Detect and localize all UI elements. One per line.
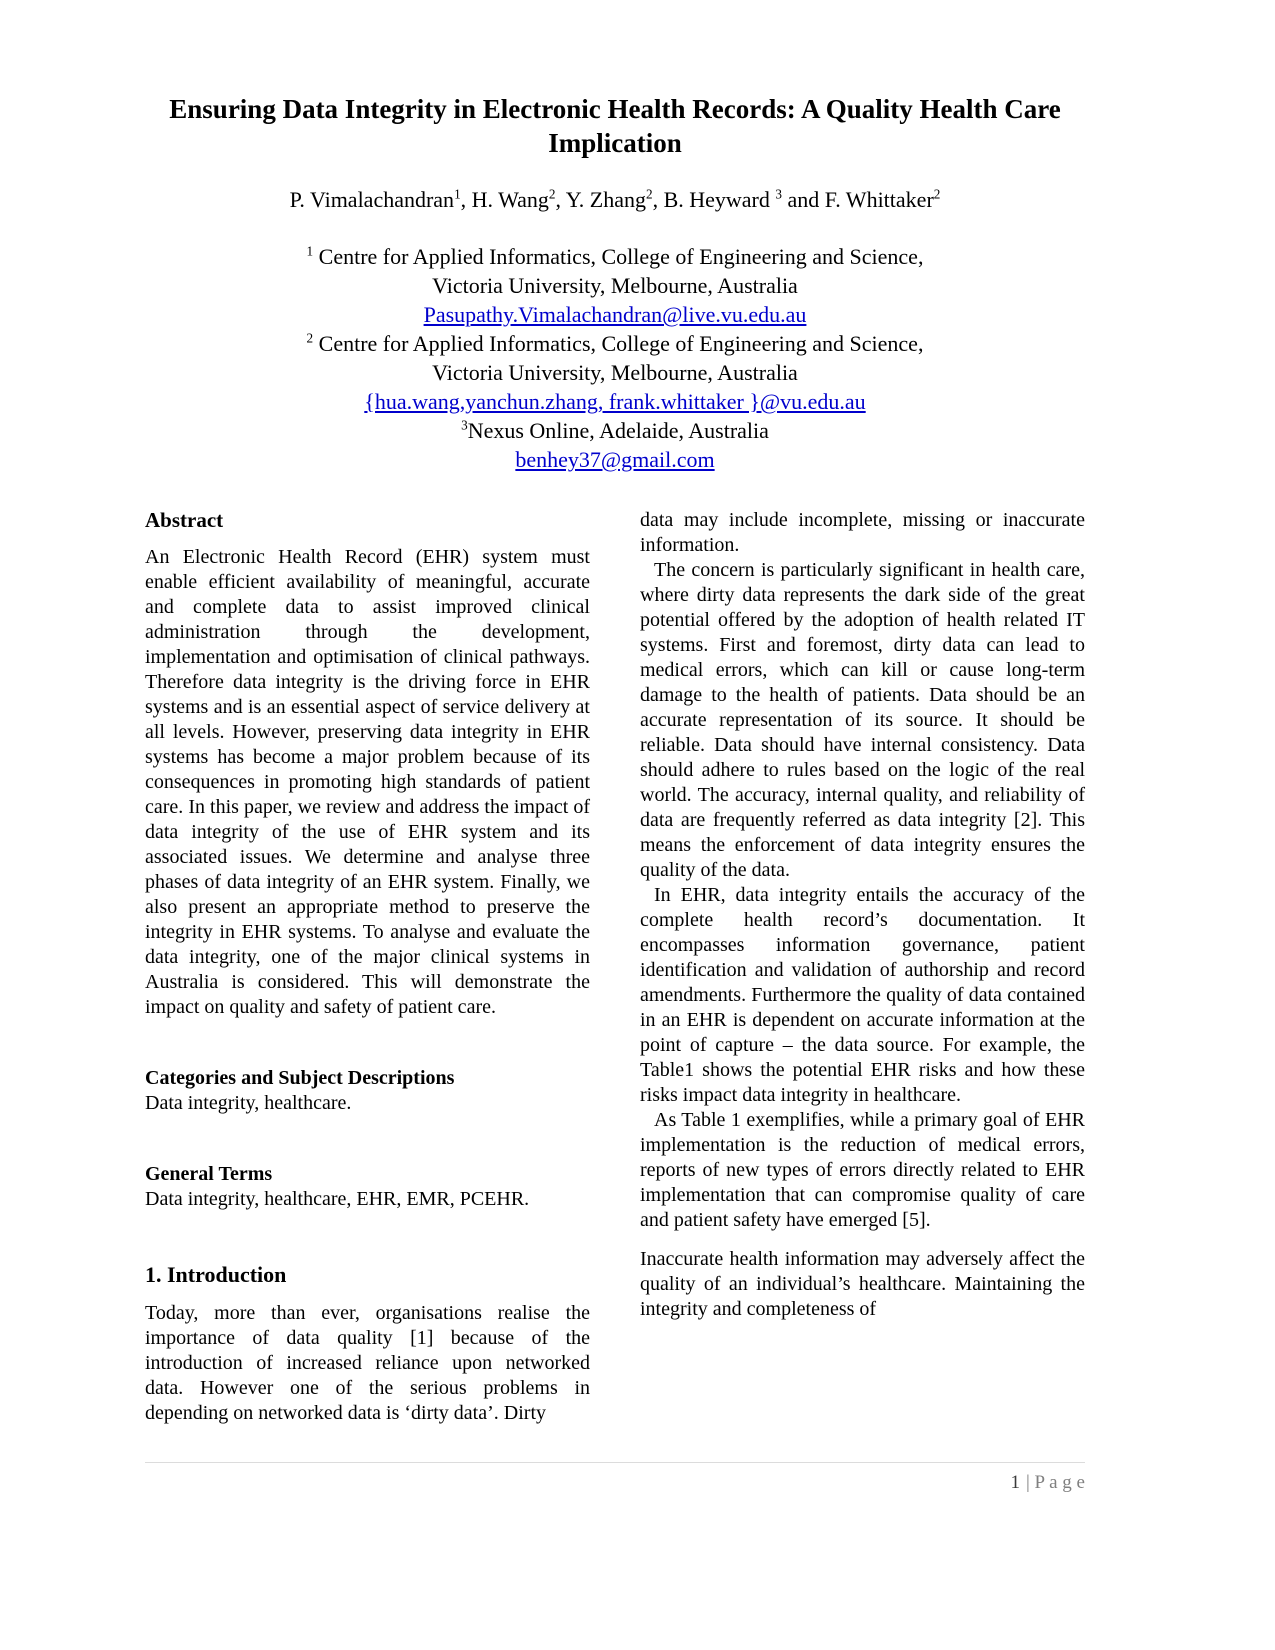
body-paragraph: In EHR, data integrity entails the accuracy of the complete health record’s documentation. It encompasses information governance, patient identification and validation of authorship and record amendments. Furthermore the quality of data contained in an EHR is dependent on accurate information at the point of capture – the data source. For example, the Table1 shows the potential EHR risks and how these risks impact data integrity in healthcare. — [640, 884, 1085, 1106]
author-name — [653, 187, 782, 212]
categories-paragraph: Data integrity, healthcare. — [145, 1092, 352, 1114]
author-name — [782, 187, 940, 212]
affiliation-text: Centre for Applied Informatics, College of Engineering and Science, — [313, 331, 924, 356]
right-column — [640, 508, 1085, 1426]
general-terms-heading: General Terms — [145, 1163, 273, 1185]
author-superscript: 2 — [548, 186, 556, 202]
affiliation-text: Centre for Applied Informatics, College of Engineering and Science, — [313, 244, 924, 269]
author-superscript: 2 — [645, 186, 653, 202]
body-paragraph-continued: data may include incomplete, missing or inaccurate information. — [640, 509, 1085, 556]
affiliation-superscript: 3 — [461, 417, 468, 433]
affiliation-line-3 — [145, 300, 1085, 329]
affiliation-line-8 — [145, 445, 1085, 474]
affiliation-line-1 — [145, 242, 1085, 271]
author-name — [290, 187, 461, 212]
affiliation-line-2 — [145, 271, 1085, 300]
authors-line — [145, 186, 1085, 214]
affiliation-line-5 — [145, 358, 1085, 387]
page-title: Ensuring Data Integrity in Electronic Health Records: A Quality Health Care Implication — [169, 94, 1061, 158]
email-link-group[interactable]: {hua.wang,yanchun.zhang, frank.whittaker }@vu.edu.au — [364, 389, 866, 414]
author-name — [556, 187, 653, 212]
abstract-heading: Abstract — [145, 508, 224, 532]
two-column-body — [145, 508, 1085, 1426]
page-label: | P a g e — [1025, 1472, 1085, 1493]
affiliation-text: Victoria University, Melbourne, Australia — [432, 273, 798, 298]
abstract-paragraph: An Electronic Health Record (EHR) system must enable efficient availability of meaningful, accurate and complete data to assist improved clinical administration through the development, implementation and optimisation of clinical pathways. Therefore data integrity is the driving force in EHR systems and is an essential aspect of service delivery at all levels. However, preserving data integrity in EHR systems has become a major problem because of its consequences in promoting high standards of patient care. In this paper, we review and address the impact of data integrity of the use of EHR system and its associated issues. We determine and analyse three phases of data integrity of an EHR system. Finally, we also present an appropriate method to preserve the integrity in EHR systems. To analyse and evaluate the data integrity, one of the major clinical systems in Australia is considered. This will demonstrate the impact on quality and safety of patient care. — [145, 546, 590, 1018]
affiliation-superscript: 2 — [306, 330, 314, 346]
author-superscript: 3 — [775, 186, 782, 202]
introduction-paragraph: Today, more than ever, organisations realise the importance of data quality [1] because of the introduction of increased reliance upon networked data. However one of the serious problems in depending on networked data is ‘dirty data’. Dirty — [145, 1302, 590, 1424]
author-text: and F. Whittaker — [781, 187, 934, 212]
affiliations-block — [145, 242, 1085, 474]
email-link-vimalachandran[interactable]: Pasupathy.Vimalachandran@live.vu.edu.au — [423, 302, 807, 327]
page-footer — [145, 1462, 1085, 1494]
affiliation-line-7 — [145, 416, 1085, 445]
author-text: , Y. Zhang — [555, 187, 646, 212]
author-name — [461, 187, 556, 212]
body-paragraph: The concern is particularly significant in health care, where dirty data represents the dark side of the great potential offered by the adoption of health related IT systems. First and foremost, dirty data can lead to medical errors, which can kill or cause long-term damage to the health of patients. Data should be an accurate representation of its source. It should be reliable. Data should have internal consistency. Data should adhere to rules based on the logic of the real world. The accuracy, internal quality, and reliability of data are frequently referred as data integrity [2]. This means the enforcement of data integrity ensures the quality of the data. — [640, 559, 1085, 881]
affiliation-line-6 — [145, 387, 1085, 416]
affiliation-line-4 — [145, 329, 1085, 358]
affiliation-superscript: 1 — [306, 243, 314, 259]
author-text: , B. Heyward — [652, 187, 776, 212]
body-paragraph: Inaccurate health information may adversely affect the quality of an individual’s healthcare. Maintaining the integrity and completeness of — [640, 1248, 1085, 1320]
email-link-gmail[interactable]: benhey37@gmail.com — [515, 447, 715, 472]
author-superscript: 2 — [933, 186, 941, 202]
categories-heading: Categories and Subject Descriptions — [145, 1067, 455, 1089]
page-number: 1 — [1010, 1472, 1020, 1493]
affiliation-text: Nexus Online, Adelaide, Australia — [467, 418, 769, 443]
author-text: , H. Wang — [460, 187, 549, 212]
body-paragraph: As Table 1 exemplifies, while a primary goal of EHR implementation is the reduction of medical errors, reports of new types of errors directly related to EHR implementation that can compromise quality of care and patient safety have emerged [5]. — [640, 1109, 1085, 1231]
left-column — [145, 508, 590, 1426]
affiliation-text: Victoria University, Melbourne, Australia — [432, 360, 798, 385]
author-text: P. Vimalachandran — [289, 187, 455, 212]
introduction-heading: 1. Introduction — [145, 1262, 287, 1287]
author-superscript: 1 — [454, 186, 461, 202]
general-terms-paragraph: Data integrity, healthcare, EHR, EMR, PCEHR. — [145, 1188, 530, 1210]
